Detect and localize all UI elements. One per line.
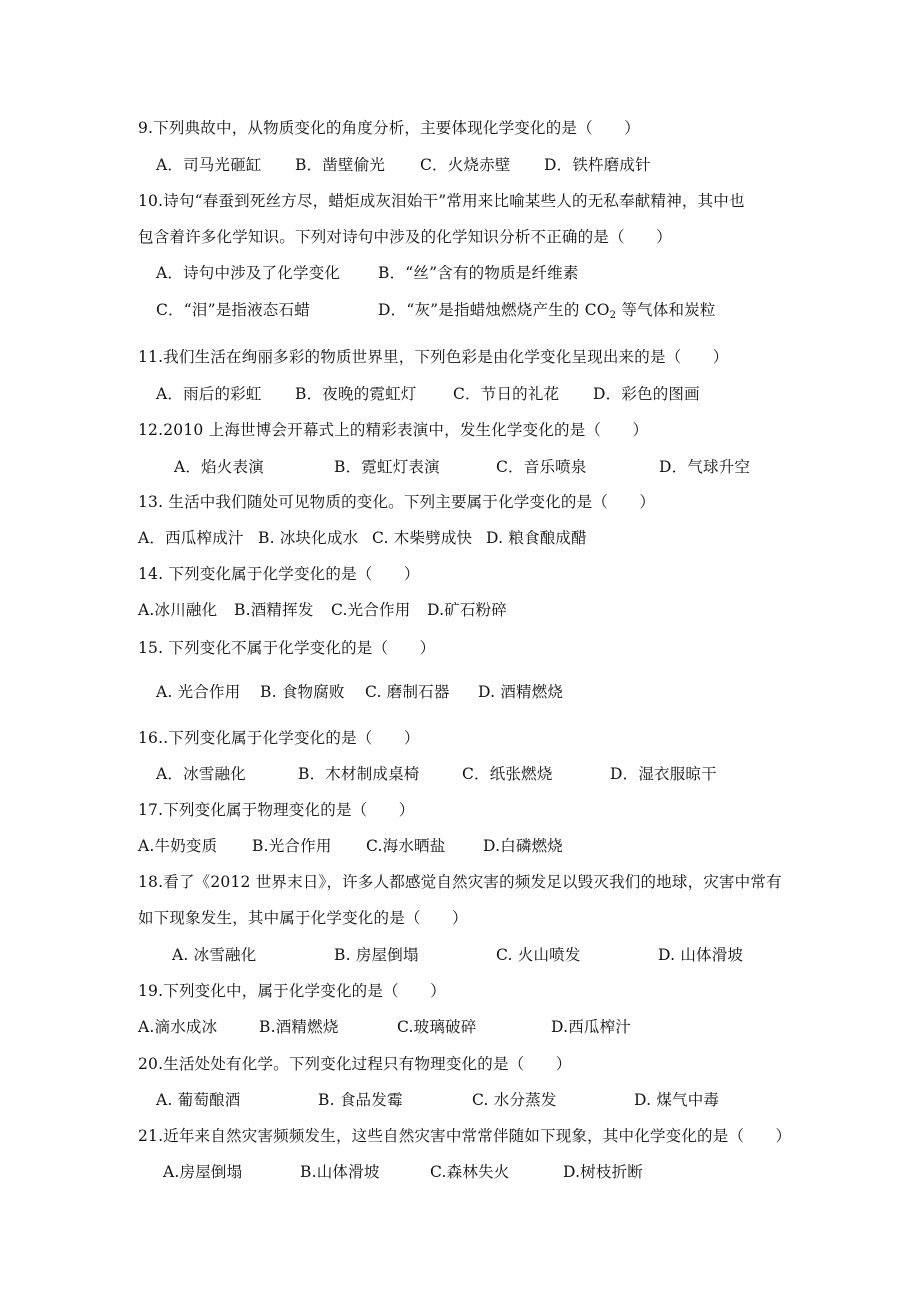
question-stem: 13. 生活中我们随处可见物质的变化。下列主要属于化学变化的是（ ） <box>138 493 656 511</box>
option-a: A.冰川融化 <box>138 601 218 619</box>
option-row <box>0 263 920 283</box>
option-c: C．节日的礼花 <box>453 385 560 403</box>
question-stem: 15. 下列变化不属于化学变化的是（ ） <box>138 639 436 657</box>
option-row <box>0 600 920 620</box>
option-b: B. 冰块化成水 <box>258 529 359 547</box>
option-a: A.牛奶变质 <box>138 837 218 855</box>
option-a: A．西瓜榨成汁 <box>138 529 244 547</box>
option-row <box>0 1162 920 1182</box>
option-d: D.树枝折断 <box>563 1163 644 1181</box>
option-row <box>0 1090 920 1110</box>
option-d: D．气球升空 <box>659 458 751 476</box>
option-a: A.滴水成冰 <box>138 1018 218 1036</box>
option-b: B.酒精挥发 <box>234 601 314 619</box>
option-a: A. 光合作用 <box>156 683 241 701</box>
option-c: C.光合作用 <box>331 601 411 619</box>
option-a: A．冰雪融化 <box>156 765 246 783</box>
option-d: D．“灰”是指蜡烛燃烧产生的 $CO_2$ 等气体和炭粒 <box>378 301 716 321</box>
option-c: C. 水分蒸发 <box>472 1091 557 1109</box>
question-stem: 9.下列典故中，从物质变化的角度分析，主要体现化学变化的是（ ） <box>138 119 640 137</box>
option-c: C．“泪”是指液态石蜡 <box>156 301 310 319</box>
option-row <box>0 1017 920 1037</box>
option-b: B．凿壁偷光 <box>295 156 386 174</box>
option-c: C．纸张燃烧 <box>462 765 553 783</box>
question-stem: 18.看了《2012 世界末日》，许多人都感觉自然灾害的频发足以毁灭我们的地球，灾害中常有 <box>138 873 782 891</box>
option-b: B. 房屋倒塌 <box>334 946 419 964</box>
question-stem: 17.下列变化属于物理变化的是（ ） <box>138 801 415 819</box>
option-a: A．焰火表演 <box>174 458 264 476</box>
option-b: B．霓虹灯表演 <box>334 458 440 476</box>
option-c: C.海水晒盐 <box>366 837 446 855</box>
option-row <box>0 528 920 548</box>
option-b: B. 食品发霉 <box>318 1091 403 1109</box>
option-b: B. 食物腐败 <box>260 683 345 701</box>
option-row <box>0 155 920 175</box>
option-row <box>0 764 920 784</box>
option-b: B．木材制成桌椅 <box>298 765 420 783</box>
subscript: 2 <box>609 310 617 321</box>
option-a: A. 冰雪融化 <box>172 946 257 964</box>
option-row <box>0 457 920 477</box>
option-d: D．湿衣服晾干 <box>610 765 717 783</box>
question-stem-continued: 如下现象发生，其中属于化学变化的是（ ） <box>138 909 468 927</box>
option-d: D. 煤气中毒 <box>634 1091 720 1109</box>
question-stem: 11.我们生活在绚丽多彩的物质世界里，下列色彩是由化学变化呈现出来的是（ ） <box>138 348 729 366</box>
option-d: D.矿石粉碎 <box>427 601 508 619</box>
option-d: D.西瓜榨汁 <box>551 1018 632 1036</box>
option-a: A.房屋倒塌 <box>163 1163 243 1181</box>
option-row <box>0 384 920 404</box>
option-d: D.白磷燃烧 <box>483 837 564 855</box>
option-c: C. 火山喷发 <box>496 946 581 964</box>
option-row <box>0 682 920 702</box>
option-d: D. 酒精燃烧 <box>478 683 564 701</box>
question-stem: 19.下列变化中，属于化学变化的是（ ） <box>138 982 446 1000</box>
option-b: B.光合作用 <box>252 837 332 855</box>
option-b: B.山体滑坡 <box>300 1163 380 1181</box>
option-row <box>0 945 920 965</box>
question-stem: 20.生活处处有化学。下列变化过程只有物理变化的是（ ） <box>138 1055 572 1073</box>
option-row <box>0 300 920 320</box>
option-a: A．司马光砸缸 <box>156 156 262 174</box>
option-b: B．“丝”含有的物质是纤维素 <box>378 264 579 282</box>
question-stem: 10.诗句“春蚕到死丝方尽，蜡炬成灰泪始干”常用来比喻某些人的无私奉献精神，其中也 <box>138 192 745 210</box>
question-stem: 12.2010 上海世博会开幕式上的精彩表演中，发生化学变化的是（ ） <box>138 421 649 439</box>
option-d: D. 粮食酿成醋 <box>486 529 587 547</box>
option-d: D．彩色的图画 <box>593 385 700 403</box>
question-stem: 21.近年来自然灾害频频发生，这些自然灾害中常常伴随如下现象，其中化学变化的是（ ） <box>138 1127 792 1145</box>
option-c: C. 木柴劈成快 <box>372 529 473 547</box>
option-d: D. 山体滑坡 <box>658 946 744 964</box>
option-c: C.森林失火 <box>430 1163 510 1181</box>
option-a: A．雨后的彩虹 <box>156 385 262 403</box>
option-c: C．音乐喷泉 <box>496 458 587 476</box>
option-d: D．铁杵磨成针 <box>544 156 651 174</box>
option-c: C．火烧赤壁 <box>420 156 511 174</box>
option-row <box>0 836 920 856</box>
question-stem: 16..下列变化属于化学变化的是（ ） <box>138 729 420 747</box>
question-stem: 14. 下列变化属于化学变化的是（ ） <box>138 565 420 583</box>
option-a: A．诗句中涉及了化学变化 <box>156 264 341 282</box>
option-b: B.酒精燃烧 <box>259 1018 339 1036</box>
option-b: B．夜晚的霓虹灯 <box>295 385 417 403</box>
option-a: A. 葡萄酿酒 <box>156 1091 241 1109</box>
option-c: C.玻璃破碎 <box>397 1018 477 1036</box>
option-c: C. 磨制石器 <box>365 683 450 701</box>
question-stem-continued: 包含着许多化学知识。下列对诗句中涉及的化学知识分析不正确的是（ ） <box>138 228 672 246</box>
